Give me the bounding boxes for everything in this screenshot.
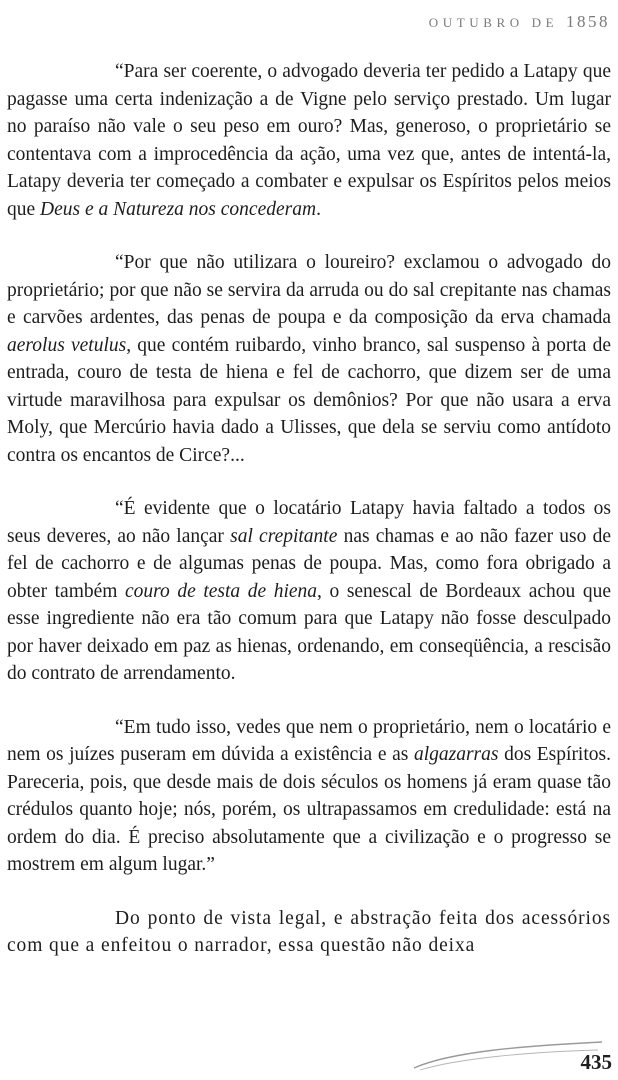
paragraph: Do ponto de vista legal, e abstração feita dos acessórios com que a enfeitou o narrador, essa questão não deixa bbox=[7, 907, 611, 956]
italic-phrase: aerolus vetulus bbox=[7, 334, 127, 356]
italic-phrase: algazarras bbox=[413, 744, 499, 765]
italic-phrase: couro de testa de hiena bbox=[125, 580, 318, 602]
running-head-title: OUTUBRO DE bbox=[428, 15, 559, 30]
paragraph: “Para ser coerente, o advogado deveria ter pedido a Latapy que pagasse uma certa indenização a de Vigne pelo serviço prestado. Um lugar no paraíso não vale o seu peso em ouro? Mas, generoso, o proprietário se contentava com a improcedência da ação, uma vez que, antes de intentá-la, Latapy deveria ter começado a combater e expulsar os Espíritos pelos meios que Deus e a Natureza nos concederam. bbox=[7, 61, 611, 220]
paragraph: “Por que não utilizara o loureiro? exclamou o advogado do proprietário; por que não se servira da arruda ou do sal crepitante nas chamas e carvões ardentes, das penas de poupa e da composição da erva chamada aerolus vetulus, que contém ruibardo, vinho branco, sal suspenso à porta de entrada, couro de testa de hiena e fel de cachorro, que dizem ser de uma virtude maravilhosa para expulsar os demônios? Por que não usara a erva Moly, que Mercúrio havia dado a Ulisses, que dela se serviu como antídoto contra os encantos de Circe?... bbox=[7, 252, 611, 466]
running-head bbox=[429, 12, 610, 32]
body-text bbox=[7, 58, 611, 960]
page-number: 435 bbox=[580, 1050, 612, 1074]
paragraph: “Em tudo isso, vedes que nem o proprietário, nem o locatário e nem os juízes puseram em dúvida a existência e as algazarras dos Espíritos. Pareceria, pois, que desde mais de dois séculos os homens já eram quase tão crédulos quanto hoje; nós, porém, os ultrapassamos em credulidade: está na ordem do dia. É preciso absolutamente que a civilização e o progresso se mostrem em algum lugar.” bbox=[7, 716, 611, 875]
italic-phrase: Deus e a Natureza nos concederam bbox=[40, 198, 317, 220]
running-head-year: 1858 bbox=[566, 12, 610, 31]
italic-phrase: sal crepitante bbox=[230, 525, 338, 547]
paragraph: “É evidente que o locatário Latapy havia faltado a todos os seus deveres, ao não lançar sal crepitante nas chamas e ao não fazer uso de fel de cachorro e de algumas penas de poupa. Mas, como fora obrigado a obter também couro de testa de hiena, o senescal de Bordeaux achou que esse ingrediente não era tão comum para que Latapy não fosse desculpado por haver deixado em paz as hienas, ordenando, em conseqüência, a rescisão do contrato de arrendamento. bbox=[7, 498, 611, 684]
